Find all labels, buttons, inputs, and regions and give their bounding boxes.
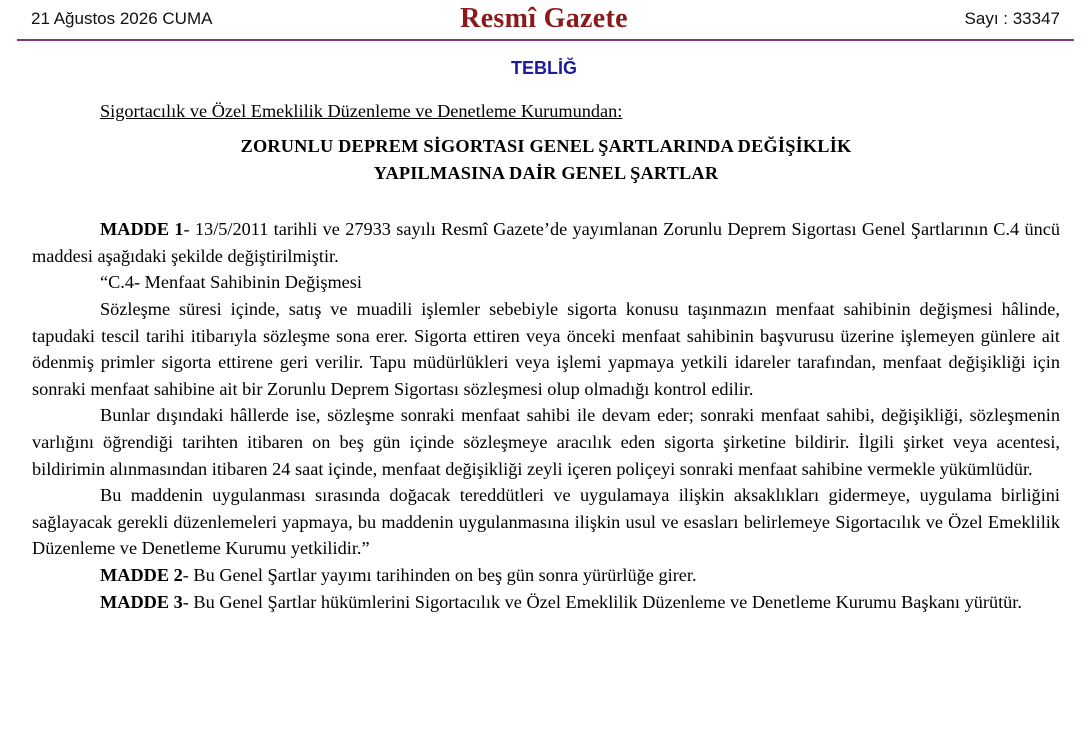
quote-paragraph-2: Bunlar dışındaki hâllerde ise, sözleşme sonraki menfaat sahibi ile devam eder; sonraki menfaat sahibi, değişikliği, sözleşmenin varlığını öğrendiği tarihten itibaren on beş gün içinde sözleşmeye aracılık eden sigorta şirketine bildirir. İlgili şirket veya acentesi, bildirimin alınmasından itibaren 24 saat içinde, menfaat değişikliği zeyli içeren poliçeyi sonraki menfaat sahibine vermekle yükümlüdür. [32, 405, 1060, 479]
article-3 [32, 589, 1060, 616]
article-2-text: - Bu Genel Şartlar yayımı tarihinden on beş gün sonra yürürlüğe girer. [182, 564, 697, 585]
article-1 [32, 216, 1060, 269]
article-2-label: MADDE 2 [100, 564, 183, 585]
article-1-text: - 13/5/2011 tarihli ve 27933 sayılı Resmî Gazete’de yayımlanan Zorunlu Deprem Sigortası Genel Şartlarının C.4 üncü maddesi aşağıdaki şekilde değiştirilmiştir. [32, 219, 1061, 266]
quote-paragraph-1: Sözleşme süresi içinde, satış ve muadili işlemler sebebiyle sigorta konusu taşınmazın menfaat sahibinin değişmesi hâlinde, tapudaki tescil tarihi itibarıyla sözleşme sona erer. Sigorta ettiren veya önceki menfaat sahibinin başvurusu üzerine işlemeyen günlere ait ödenmiş primler sigorta ettirene geri verilir. Tapu müdürlükleri veya işlemi yapmaya yetkili idareler tarafından, menfaat değişikliği için sonraki menfaat sahibine ait bir Zorunlu Deprem Sigortası sözleşmesi olup olmadığı kontrol edilir. [32, 298, 1060, 399]
article-1-label: MADDE 1 [100, 219, 184, 240]
document-body [32, 98, 1060, 615]
article-3-label: MADDE 3 [100, 591, 183, 612]
header-divider [17, 39, 1074, 41]
article-3-text: - Bu Genel Şartlar hükümlerini Sigortacılık ve Özel Emeklilik Düzenleme ve Denetleme Kurumu Başkanı yürütür. [182, 591, 1022, 612]
document-title [32, 133, 1060, 186]
document-title-line-2: YAPILMASINA DAİR GENEL ŞARTLAR [373, 162, 719, 183]
section-category: TEBLİĞ [511, 58, 577, 78]
issuing-institution: Sigortacılık ve Özel Emeklilik Düzenleme ve Denetleme Kurumundan: [100, 101, 623, 121]
document-title-line-1: ZORUNLU DEPREM SİGORTASI GENEL ŞARTLARINDA DEĞİŞİKLİK [240, 136, 852, 156]
publication-date: 21 Ağustos 2026 CUMA [31, 9, 213, 28]
quote-paragraph-3: Bu maddenin uygulanması sırasında doğacak tereddütleri ve uygulamaya ilişkin aksaklıkları gidermeye, uygulama birliğini sağlayacak gerekli düzenlemeleri yapmaya, bu maddenin uygulanmasına ilişkin usul ve esasları belirlemeye Sigortacılık ve Özel Emeklilik Düzenleme ve Denetleme Kurumu yetkilidir.” [32, 485, 1060, 559]
article-2 [32, 562, 1060, 589]
gazette-title: Resmî Gazete [460, 3, 628, 34]
quote-heading: “C.4- Menfaat Sahibinin Değişmesi [100, 272, 362, 293]
issue-number: Sayı : 33347 [964, 9, 1060, 28]
gazette-header [0, 0, 1088, 42]
